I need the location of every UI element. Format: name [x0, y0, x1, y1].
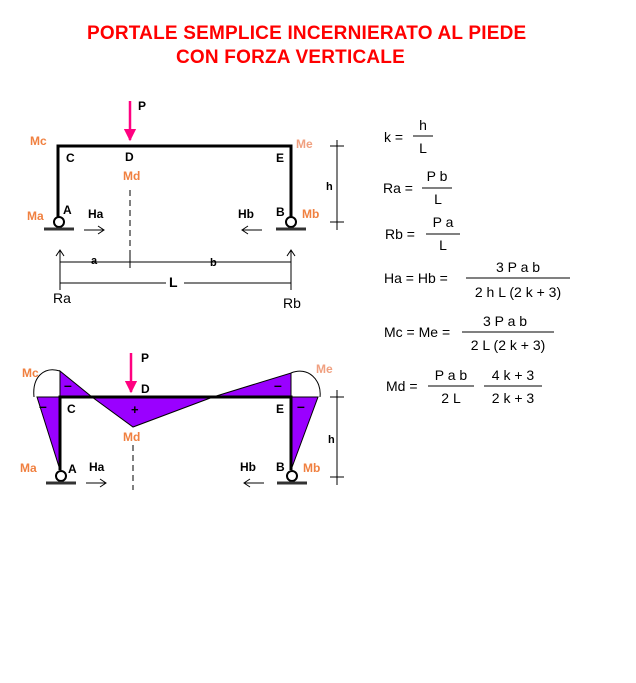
formula-md-num1: P a b [434, 367, 468, 383]
node-b-2: B [276, 460, 285, 474]
reaction-rb-arrow-1 [287, 250, 295, 290]
formula-ha-lhs: Ha = Hb = [384, 270, 448, 286]
formula-rb-lhs: Rb = [385, 226, 415, 242]
reaction-hb-label-2: Hb [240, 460, 256, 474]
title-line-1: PORTALE SEMPLICE INCERNIERATO AL PIEDE [87, 23, 527, 44]
formula-md-den2: 2 k + 3 [491, 390, 535, 406]
formula-md-lhs: Md = [386, 378, 418, 394]
moment-mb-2: Mb [303, 461, 321, 475]
node-c-1: C [66, 151, 75, 165]
formula-k-lhs: k = [384, 129, 404, 145]
node-d-2: D [141, 382, 150, 396]
moment-ma-1: Ma [27, 209, 44, 223]
moment-md-1: Md [123, 169, 141, 183]
node-a-2: A [68, 462, 77, 476]
formulas [383, 117, 570, 406]
formula-ha-num: 3 P a b [495, 259, 541, 275]
formula-k-num: h [419, 117, 427, 133]
node-d-1: D [125, 150, 134, 164]
reaction-hb-arrow-2 [244, 479, 264, 487]
formula-rb-den: L [439, 237, 447, 253]
force-p-label-2: P [141, 351, 150, 365]
reaction-ha-arrow-2 [86, 479, 106, 487]
node-a-1: A [63, 203, 72, 217]
title-line-2: CON FORZA VERTICALE [176, 47, 405, 68]
reaction-ra-label-1: Ra [53, 290, 71, 306]
node-b-1: B [276, 205, 285, 219]
formula-mc-den: 2 L (2 k + 3) [470, 337, 546, 353]
reaction-rb-label-1: Rb [283, 295, 301, 311]
moment-md-2: Md [123, 430, 141, 444]
moment-me-1: Me [296, 137, 313, 151]
sign-minus-left-column: – [39, 398, 47, 414]
moment-me-2: Me [316, 362, 333, 376]
dimension-b-1: b [210, 257, 217, 269]
sign-minus-right-column: – [297, 398, 305, 414]
reaction-ha-label-1: Ha [88, 207, 104, 221]
node-c-2: C [67, 402, 76, 416]
moment-area-midspan [92, 397, 213, 427]
dimension-a-1: a [91, 255, 98, 267]
reaction-ha-label-2: Ha [89, 460, 105, 474]
moment-mc-1: Mc [30, 134, 47, 148]
moment-mb-1: Mb [302, 207, 320, 221]
moment-mc-2: Mc [22, 366, 39, 380]
dimension-h-label-2: h [328, 434, 335, 446]
formula-md-num2: 4 k + 3 [491, 367, 535, 383]
reaction-ha-arrow-1 [84, 226, 104, 234]
formula-ha-den: 2 h L (2 k + 3) [474, 284, 562, 300]
reaction-hb-arrow-1 [242, 226, 262, 234]
sign-minus-left-corner: – [64, 377, 72, 393]
formula-mc-lhs: Mc = Me = [384, 324, 451, 340]
formula-k-den: L [419, 140, 427, 156]
formula-ra-num: P b [426, 168, 448, 184]
reaction-ra-arrow-1 [56, 250, 64, 290]
diagram-1 [27, 99, 344, 311]
sign-plus-midspan: + [131, 402, 139, 417]
node-e-2: E [276, 402, 285, 416]
sign-minus-right-corner: – [274, 377, 282, 393]
support-a-1 [44, 217, 74, 229]
formula-mc-num: 3 P a b [482, 313, 528, 329]
formula-md-den1: 2 L [441, 390, 461, 406]
formula-rb-num: P a [432, 214, 454, 230]
dimension-l-1: L [169, 274, 178, 290]
reaction-hb-label-1: Hb [238, 207, 254, 221]
dimension-h-label-1: h [326, 181, 333, 193]
force-p-label-1: P [138, 99, 147, 113]
formula-ra-den: L [434, 191, 442, 207]
moment-ma-2: Ma [20, 461, 37, 475]
diagram-2 [20, 351, 344, 490]
node-e-1: E [276, 151, 285, 165]
formula-ra-lhs: Ra = [383, 180, 413, 196]
